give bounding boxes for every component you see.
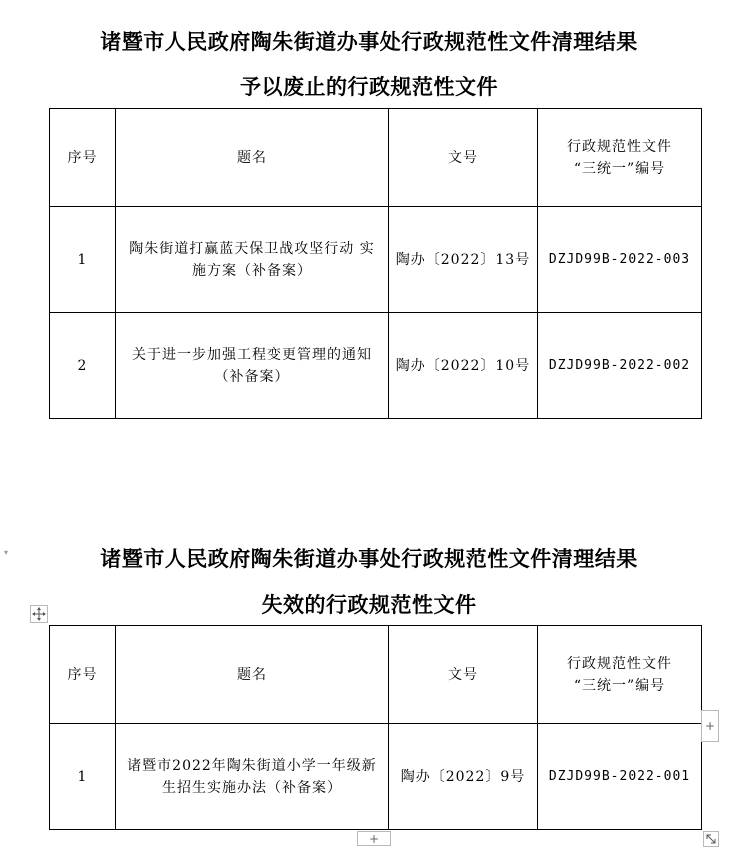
header-cell-number: 序号 <box>50 626 116 724</box>
resize-glyph <box>705 833 717 845</box>
row-doc-number: 陶办〔2022〕13号 <box>389 207 538 313</box>
row-title: 陶朱街道打赢蓝天保卫战攻坚行动 实施方案（补备案） <box>116 207 389 313</box>
row-unified-code: DZJD99B-2022-002 <box>538 313 702 419</box>
row-unified-code: DZJD99B-2022-003 <box>538 207 702 313</box>
row-number: 1 <box>50 207 116 313</box>
row-number: 2 <box>50 313 116 419</box>
section2-table <box>49 625 702 830</box>
table-header-row <box>50 626 702 724</box>
header-cell-unified-code: 行政规范性文件 “三统一”编号 <box>538 109 702 207</box>
row-title: 关于进一步加强工程变更管理的通知（补备案） <box>116 313 389 419</box>
add-column-button[interactable]: + <box>701 710 719 742</box>
move-icon-glyph <box>32 607 46 621</box>
section1-title-line1: 诸暨市人民政府陶朱街道办事处行政规范性文件清理结果 <box>100 29 638 54</box>
table-row <box>50 313 702 419</box>
paragraph-mark: ▾ <box>4 548 9 557</box>
resize-diagonal-icon[interactable] <box>703 831 719 847</box>
row-number: 1 <box>50 724 116 830</box>
header-cell-doc-number: 文号 <box>389 626 538 724</box>
row-unified-code: DZJD99B-2022-001 <box>538 724 702 830</box>
section2-title-line2: 失效的行政规范性文件 <box>261 592 477 617</box>
section1-title-line2: 予以废止的行政规范性文件 <box>240 74 498 99</box>
header-cell-doc-number: 文号 <box>389 109 538 207</box>
header-cell-title: 题名 <box>116 626 389 724</box>
move-icon[interactable] <box>30 605 48 623</box>
row-title: 诸暨市2022年陶朱街道小学一年级新生招生实施办法（补备案） <box>116 724 389 830</box>
row-doc-number: 陶办〔2022〕9号 <box>389 724 538 830</box>
section1-table <box>49 108 702 419</box>
table-row <box>50 724 702 830</box>
table-header-row <box>50 109 702 207</box>
row-doc-number: 陶办〔2022〕10号 <box>389 313 538 419</box>
table-row <box>50 207 702 313</box>
header-cell-number: 序号 <box>50 109 116 207</box>
header-cell-title: 题名 <box>116 109 389 207</box>
section2-title-line1: 诸暨市人民政府陶朱街道办事处行政规范性文件清理结果 <box>100 546 638 571</box>
header-cell-unified-code: 行政规范性文件 “三统一”编号 <box>538 626 702 724</box>
add-row-button[interactable]: + <box>357 831 391 846</box>
